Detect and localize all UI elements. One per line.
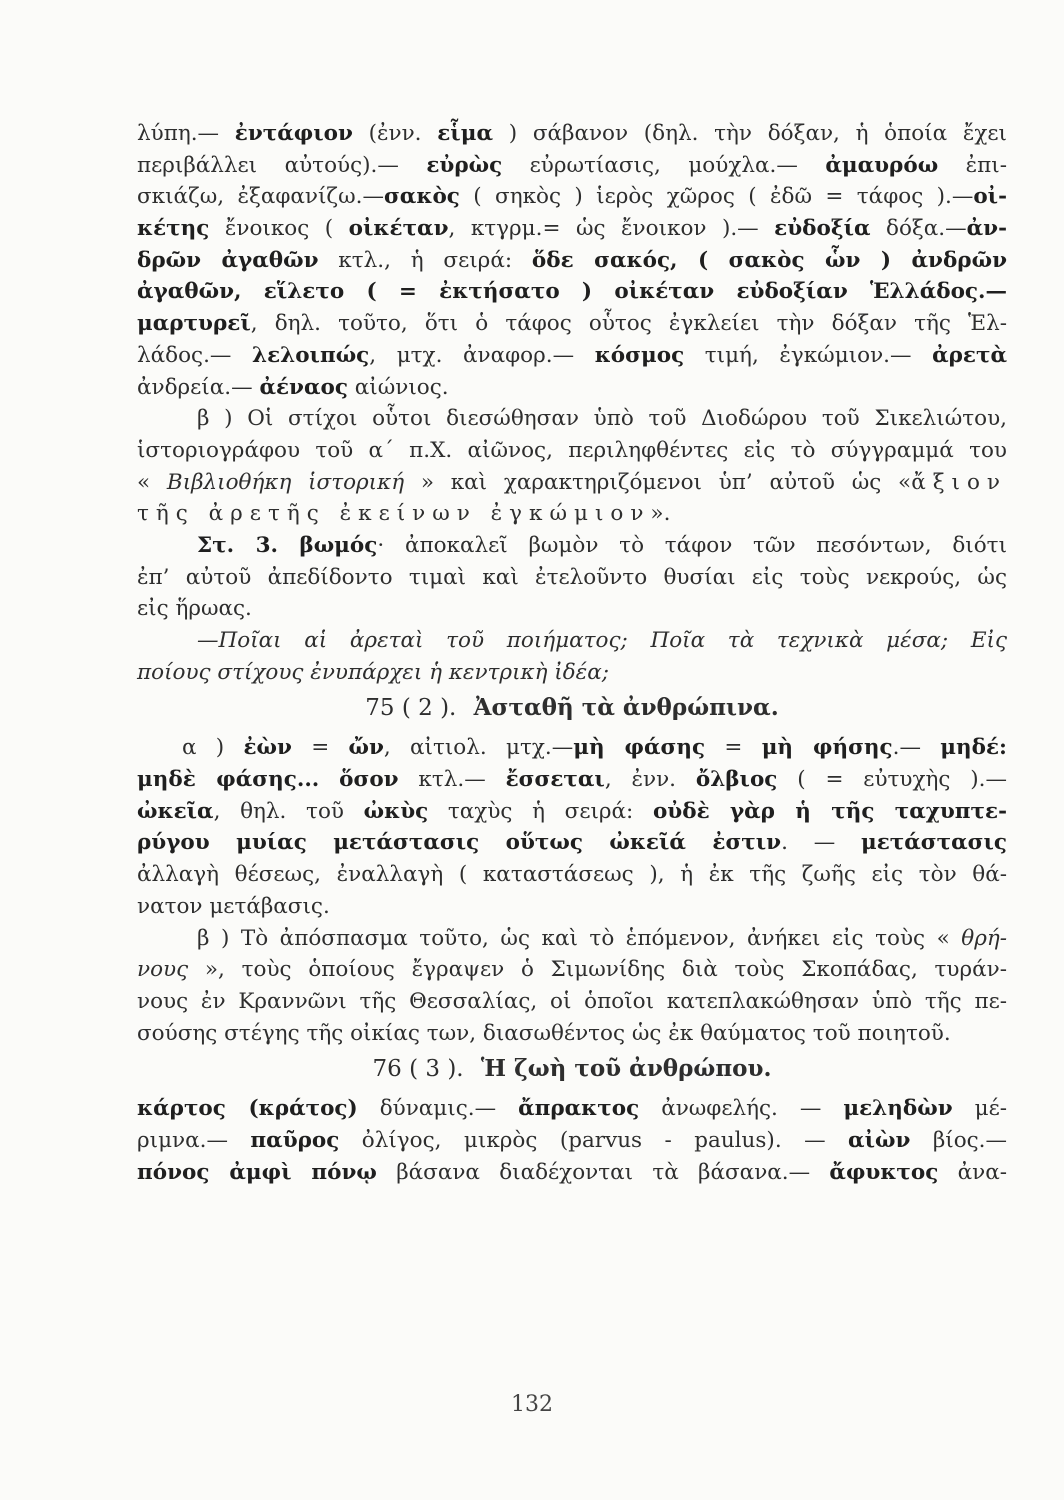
text-run: αἰὼν: [848, 1127, 911, 1153]
text-run: νατον μετάβασις.: [137, 893, 330, 919]
text-run: μαρτυρεῖ: [137, 311, 251, 337]
text-run: θρή-: [961, 925, 1007, 951]
text-line: [137, 435, 1007, 467]
text-block-2: [137, 732, 1007, 1049]
text-run: ἄξιον: [911, 469, 1007, 495]
text-line: [137, 467, 1007, 499]
text-run: . —: [781, 830, 861, 856]
text-run: τιμή, ἐγκώμιον.—: [684, 342, 933, 368]
text-run: εἰς ἥρωας.: [137, 596, 252, 622]
text-run: λύπη.—: [137, 121, 235, 146]
text-run: α ): [182, 735, 244, 761]
text-line: [137, 657, 1007, 689]
text-run: ( σηκὸς ) ἱερὸς χῶρος ( ἐδῶ = τάφος ).—: [459, 184, 974, 210]
text-run: , αἰτιολ. μτχ.—: [383, 735, 574, 761]
text-run: «: [137, 469, 167, 495]
text-run: ἐντάφιον: [234, 121, 353, 146]
text-line: [137, 181, 1007, 213]
text-line: [137, 308, 1007, 340]
text-run: οἰ-: [973, 184, 1008, 210]
text-run: λελοιπώς: [252, 342, 370, 368]
text-run: πόνος ἀμφὶ πόνῳ: [137, 1159, 377, 1185]
text-run: [319, 767, 339, 792]
text-run: εὐρὼς: [426, 152, 503, 178]
text-run: , δηλ. τοῦτο, ὅτι ὁ τάφος οὗτος ἐγκλείει τὴν δόξαν τῆς Ἑλ-: [250, 311, 1007, 337]
text-run: ἀνωφελής. —: [639, 1096, 844, 1122]
text-line: [137, 827, 1007, 859]
text-run: ἐπ’ αὐτοῦ ἀπεδίδοντο τιμαὶ καὶ ἐτελοῦντο θυσίαι εἰς τοὺς νεκρούς, ὡς: [137, 564, 1007, 590]
text-run: δόξα.—: [870, 216, 967, 242]
section-number: 75 ( 2 ).: [365, 695, 457, 722]
text-run: .—: [892, 735, 941, 761]
text-run: , μτχ. ἀναφορ.—: [369, 342, 595, 368]
text-run: κτλ., ἡ σειρά:: [318, 247, 532, 273]
text-run: —Ποῖαι αἱ ἀρεταὶ τοῦ ποιήματος; Ποῖα τὰ τεχνικὰ μέσα; Εἰς: [197, 628, 1007, 653]
text-run: νους ἐν Κραννῶνι τῆς Θεσσαλίας, οἱ ὁποῖοι κατεπλακώθησαν ὑπὸ τῆς πε-: [137, 988, 1007, 1014]
text-run: οὐδὲ γὰρ ἡ τῆς ταχυπτε-: [652, 798, 1008, 824]
text-line: [137, 340, 1007, 372]
text-line: [137, 1018, 1007, 1050]
text-line: [137, 1093, 1007, 1125]
text-run: , κτγρμ.= ὡς ἔνοικον ).—: [448, 216, 775, 242]
text-run: (ἐνν.: [352, 121, 438, 146]
text-run: ὅσον: [339, 767, 399, 793]
section-title: Ἡ ζωὴ τοῦ ἀνθρώπου.: [480, 1055, 772, 1083]
section-heading-76: [137, 1049, 1007, 1093]
text-run: τῆς ἀρετῆς ἐκείνων ἐγκώμιον: [137, 501, 651, 527]
page-body: [137, 118, 1007, 1188]
text-run: κάρτος (κράτος): [137, 1096, 358, 1122]
text-run: εὐδοξία: [774, 216, 871, 242]
text-run: ἀνδρεία.—: [137, 374, 260, 400]
text-run: ὅδε σακός, ( σακὸς ὧν ) ἀνδρῶν: [531, 247, 1007, 273]
text-line: [137, 118, 1007, 150]
text-run: ἀγαθῶν, εἵλετο ( = ἐκτήσατο ) οἰκέταν εὐδοξίαν Ἑλλάδος.—: [137, 279, 1007, 305]
text-run: μετάστασις: [860, 830, 1007, 856]
text-run: σούσης στέγης τῆς οἰκίας των, διασωθέντος ὡς ἐκ θαύματος τοῦ ποιητοῦ.: [137, 1020, 951, 1046]
text-line: [137, 498, 1007, 530]
text-line: [137, 372, 1007, 404]
text-line: [137, 1157, 1007, 1189]
text-line: [137, 593, 1007, 625]
text-run: ( = εὐτυχὴς ).—: [777, 767, 1007, 793]
text-line: [137, 562, 1007, 594]
text-run: ταχὺς ἡ σειρά:: [428, 798, 653, 824]
text-run: =: [705, 735, 762, 761]
text-run: β ) Τὸ ἀπόσπασμα τοῦτο, ὡς καὶ τὸ ἑπόμενον, ἀνήκει εἰς τοὺς «: [197, 925, 962, 951]
text-line: [137, 986, 1007, 1018]
text-line: [137, 954, 1007, 986]
text-run: μηδὲ φάσης...: [137, 767, 320, 793]
text-run: ρύγου μυίας μετάστασις οὕτως ὠκεῖά ἐστιν: [137, 830, 782, 856]
text-run: Βιβλιοθήκη ἱστορική: [166, 469, 405, 495]
text-run: μὴ φήσης: [761, 735, 893, 761]
text-run: δρῶν ἀγαθῶν: [137, 247, 319, 273]
text-run: μεληδὼν: [843, 1096, 953, 1122]
text-run: εἷμα: [437, 121, 493, 146]
text-line: [137, 923, 1007, 955]
text-run: ἔσσεται: [505, 767, 605, 793]
text-run: κτλ.—: [398, 767, 506, 793]
section-heading-75: [137, 688, 1007, 732]
text-line: [137, 891, 1007, 923]
text-line: [137, 213, 1007, 245]
text-line: [137, 276, 1007, 308]
text-run: περιβάλλει αὐτούς).—: [137, 152, 427, 178]
text-run: =: [291, 735, 349, 761]
text-line: [137, 1125, 1007, 1157]
text-run: ριμνα.—: [137, 1127, 251, 1153]
text-run: κόσμος: [594, 342, 685, 368]
text-line: [137, 764, 1007, 796]
page-number: 132: [511, 1392, 553, 1417]
text-run: ποίους στίχους ἐνυπάρχει ἡ κεντρικὴ ἰδέα;: [137, 659, 609, 685]
text-block-3: [137, 1093, 1007, 1188]
text-run: ) σάβανον (δηλ. τὴν δόξαν, ἡ ὁποία ἔχει: [493, 121, 1007, 146]
text-run: ».: [650, 501, 671, 527]
text-run: , ἐνν.: [604, 767, 696, 793]
text-run: σακὸς: [383, 184, 460, 210]
text-run: , θηλ. τοῦ: [213, 798, 364, 824]
text-run: οἰκέταν: [348, 216, 449, 242]
text-run: · ἀποκαλεῖ βωμὸν τὸ τάφον τῶν πεσόντων, διότι: [377, 532, 1007, 558]
text-run: αἰώνιος.: [347, 374, 449, 400]
text-run: ἄπρακτος: [518, 1096, 640, 1122]
text-run: παῦρος: [250, 1127, 340, 1153]
section-title: Ἀσταθῆ τὰ ἀνθρώπινα.: [473, 694, 779, 722]
section-number: 76 ( 3 ).: [372, 1056, 464, 1083]
text-run: ἀν-: [966, 216, 1007, 242]
text-line: [137, 530, 1007, 562]
text-run: ἐὼν: [243, 735, 292, 761]
text-run: ἀρετὰ: [932, 342, 1007, 368]
text-run: βάσανα διαδέχονται τὰ βάσανα.—: [376, 1159, 830, 1185]
text-run: ἐπι-: [938, 152, 1008, 178]
text-run: ὀλίγος, μικρὸς (parvus - paulus). —: [339, 1127, 849, 1153]
text-block-1: [137, 118, 1007, 688]
text-run: », τοὺς ὁποίους ἔγραψεν ὁ Σιμωνίδης διὰ τοὺς Σκοπάδας, τυράν-: [188, 957, 1007, 983]
text-run: ὠκὺς: [363, 798, 429, 824]
text-run: ἀνα-: [938, 1159, 1007, 1185]
text-run: Στ. 3. βωμός: [197, 532, 378, 558]
text-run: κέτης: [137, 216, 210, 242]
text-run: βίος.—: [910, 1127, 1008, 1153]
text-run: ἀέναος: [259, 374, 348, 400]
text-run: μηδέ:: [940, 735, 1007, 761]
text-run: ἀμαυρόω: [825, 152, 939, 178]
text-run: μὴ φάσης: [573, 735, 706, 761]
text-line: [137, 245, 1007, 277]
text-line: [137, 859, 1007, 891]
text-run: ὤν: [348, 735, 384, 761]
text-run: ἱστοριογράφου τοῦ α΄ π.Χ. αἰῶνος, περιληφθέντες εἰς τὸ σύγγραμμά του: [137, 437, 1007, 463]
text-run: ὄλβιος: [695, 767, 778, 793]
text-run: ἔνοικος (: [209, 216, 349, 242]
text-run: δύναμις.—: [357, 1096, 519, 1122]
text-line: [137, 796, 1007, 828]
text-run: σκιάζω, ἐξαφανίζω.—: [137, 184, 384, 210]
text-run: εὐρωτίασις, μούχλα.—: [502, 152, 826, 178]
text-run: ἄφυκτος: [829, 1159, 939, 1185]
text-run: ὠκεῖα: [137, 798, 214, 824]
text-line: [137, 625, 1007, 657]
text-run: ἀλλαγὴ θέσεως, ἐναλλαγὴ ( καταστάσεως ), ἡ ἐκ τῆς ζωῆς εἰς τὸν θά-: [137, 862, 1007, 888]
text-line: [137, 403, 1007, 435]
text-line: [137, 732, 1007, 764]
text-line: [137, 150, 1007, 182]
text-run: νους: [137, 957, 189, 983]
text-run: » καὶ χαρακτηριζόμενοι ὑπ’ αὐτοῦ ὡς «: [404, 469, 912, 495]
text-run: μέ-: [952, 1096, 1007, 1122]
text-run: λάδος.—: [137, 342, 252, 368]
text-run: β ) Οἱ στίχοι οὗτοι διεσώθησαν ὑπὸ τοῦ Διοδώρου τοῦ Σικελιώτου,: [197, 406, 1007, 432]
